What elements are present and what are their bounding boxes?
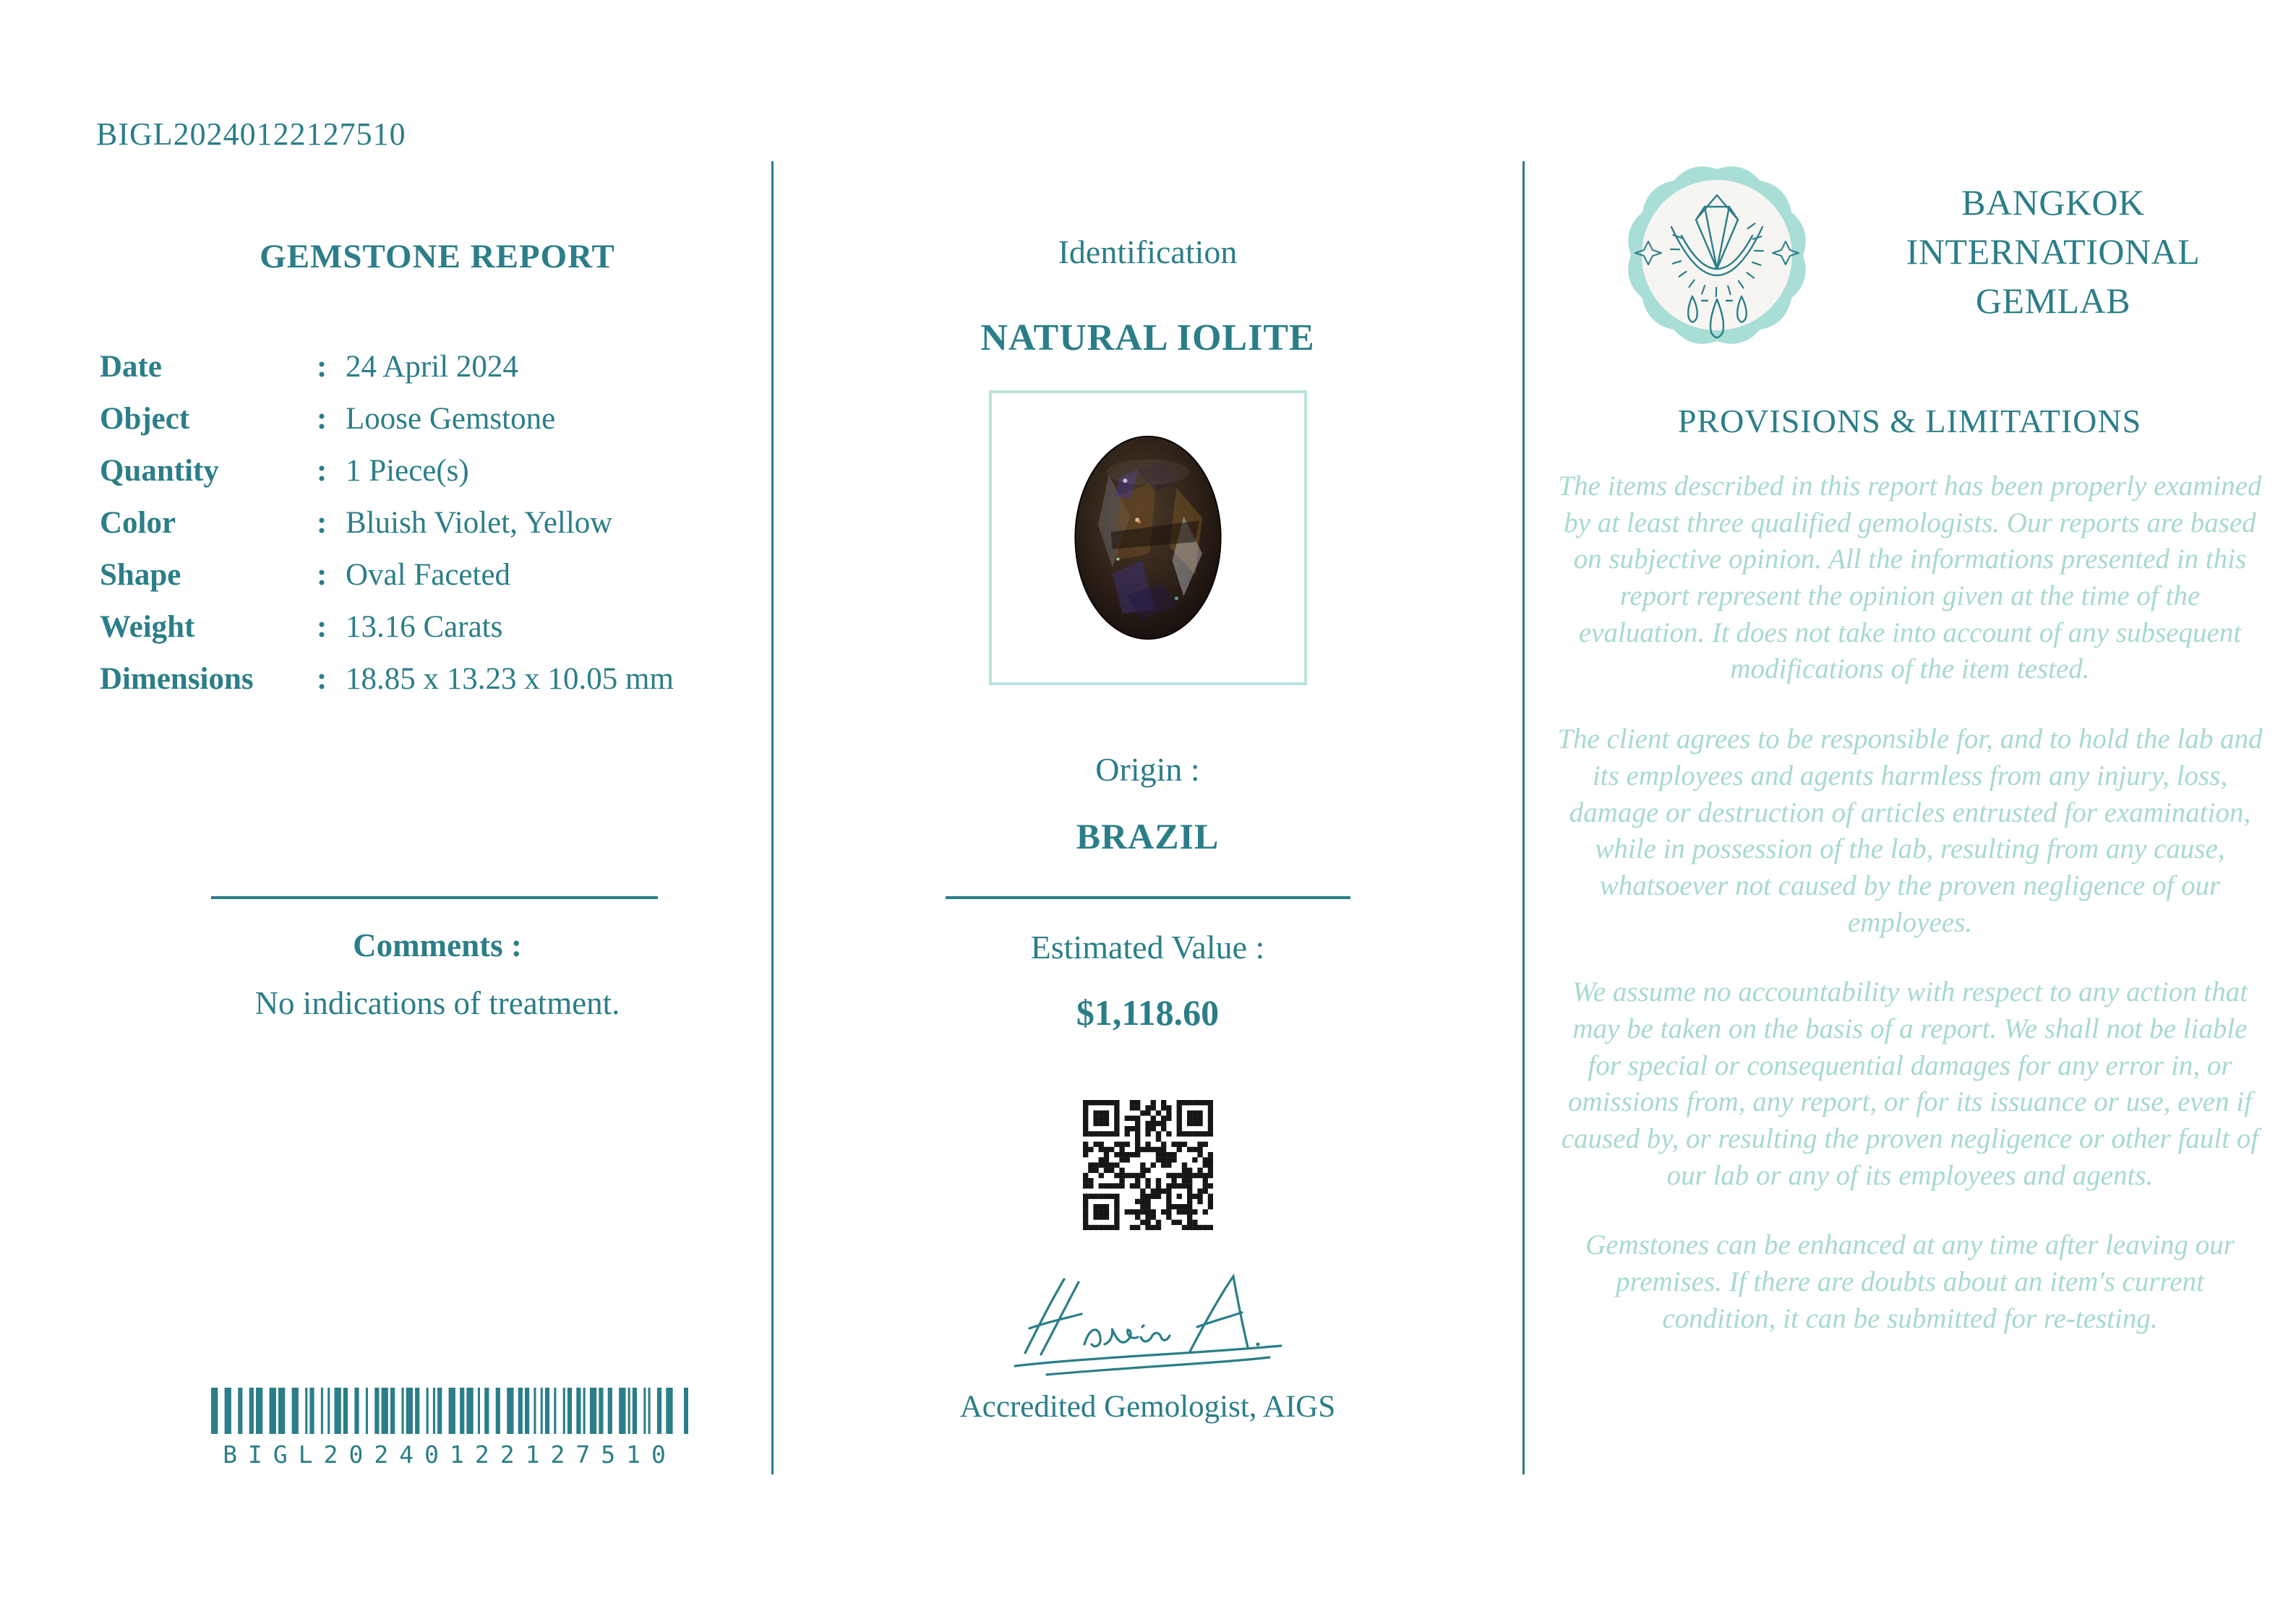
detail-value: 1 Piece(s) — [346, 454, 469, 488]
detail-value: 24 April 2024 — [346, 350, 518, 384]
qr-code-image — [1083, 1100, 1213, 1230]
provisions-heading: PROVISIONS & LIMITATIONS — [1677, 403, 2142, 439]
detail-colon: : — [317, 454, 327, 488]
gemologist-signature — [1003, 1266, 1293, 1385]
qr-code — [1083, 1100, 1213, 1230]
detail-value: Bluish Violet, Yellow — [346, 506, 613, 540]
gemlab-logo-image — [1621, 159, 1813, 351]
estimated-value-label: Estimated Value : — [1030, 929, 1265, 966]
report-title: GEMSTONE REPORT — [260, 238, 615, 275]
detail-colon: : — [317, 506, 327, 540]
provisions-paragraph-3: We assume no accountability with respect to any action that may be taken on the basis of a report. We shall not be liable for special or consequential damages for any error in, or omissions from, any report, or for its issuance or use, even if caused by, or resulting the proven negligence or other fault of our lab or any of its employees and agents. — [1561, 976, 2259, 1191]
value-divider — [946, 896, 1350, 899]
detail-row — [100, 663, 736, 695]
detail-label: Quantity — [100, 454, 219, 488]
detail-row — [100, 559, 736, 590]
comments-heading: Comments : — [353, 927, 522, 963]
comments-text: No indications of treatment. — [254, 985, 620, 1021]
barcode-image — [211, 1388, 688, 1434]
provisions-paragraph-2: The client agrees to be responsible for, and to hold the lab and its employees and agents harmless from any injury, loss, damage or destruction of articles entrusted for examination, while in possession of the lab, resulting from any cause, whatsoever not caused by the proven negligence of our employees. — [1557, 723, 2263, 938]
detail-row — [100, 611, 736, 643]
detail-label: Color — [100, 506, 176, 540]
gem-photo — [1069, 431, 1227, 645]
detail-colon: : — [317, 662, 327, 696]
comments-divider — [211, 896, 658, 899]
species-name: NATURAL IOLITE — [980, 317, 1315, 358]
detail-colon: : — [317, 350, 327, 384]
lab-name-line3: GEMLAB — [1975, 280, 2131, 321]
detail-colon: : — [317, 610, 327, 644]
detail-row — [100, 455, 736, 486]
gemologist-title: Accredited Gemologist, AIGS — [959, 1390, 1336, 1424]
detail-row — [100, 351, 736, 382]
detail-value: Loose Gemstone — [346, 402, 556, 436]
estimated-value: $1,118.60 — [1076, 992, 1220, 1033]
barcode — [211, 1388, 688, 1469]
detail-colon: : — [317, 558, 327, 592]
lab-name-line1: BANGKOK — [1961, 182, 2145, 223]
detail-colon: : — [317, 402, 327, 436]
lab-name-line2: INTERNATIONAL — [1906, 231, 2201, 272]
detail-value: Oval Faceted — [346, 558, 511, 592]
signature-image — [1003, 1266, 1293, 1385]
detail-label: Dimensions — [100, 662, 254, 696]
lab-name — [1836, 178, 2270, 325]
provisions-text — [1556, 468, 2264, 1370]
provisions-paragraph-1: The items described in this report has been properly examined by at least three qualified gemologists. Our reports are based on subjective opinion. All the informations presented in this report represent the opinion given at the time of the evaluation. It does not take into account of any subsequent modifications of the item tested. — [1558, 471, 2262, 685]
detail-row — [100, 507, 736, 538]
origin-label: Origin : — [1095, 751, 1200, 788]
detail-label: Weight — [100, 610, 195, 644]
details-table — [100, 351, 736, 716]
detail-row — [100, 403, 736, 434]
detail-value: 13.16 Carats — [346, 610, 503, 644]
detail-label: Shape — [100, 558, 181, 592]
origin-value: BRAZIL — [1076, 816, 1220, 856]
detail-label: Object — [100, 402, 190, 436]
identification-heading: Identification — [1058, 233, 1238, 270]
detail-value: 18.85 x 13.23 x 10.05 mm — [346, 662, 674, 696]
provisions-paragraph-4: Gemstones can be enhanced at any time after leaving our premises. If there are doubts about an item's current condition, it can be submitted for re-testing. — [1585, 1229, 2235, 1334]
report-number: BIGL20240122127510 — [96, 116, 406, 152]
barcode-text: BIGL20240122127510 — [223, 1440, 677, 1469]
gemlab-logo-icon — [1621, 159, 1813, 351]
detail-label: Date — [100, 350, 162, 384]
gem-photo-frame — [989, 390, 1307, 685]
